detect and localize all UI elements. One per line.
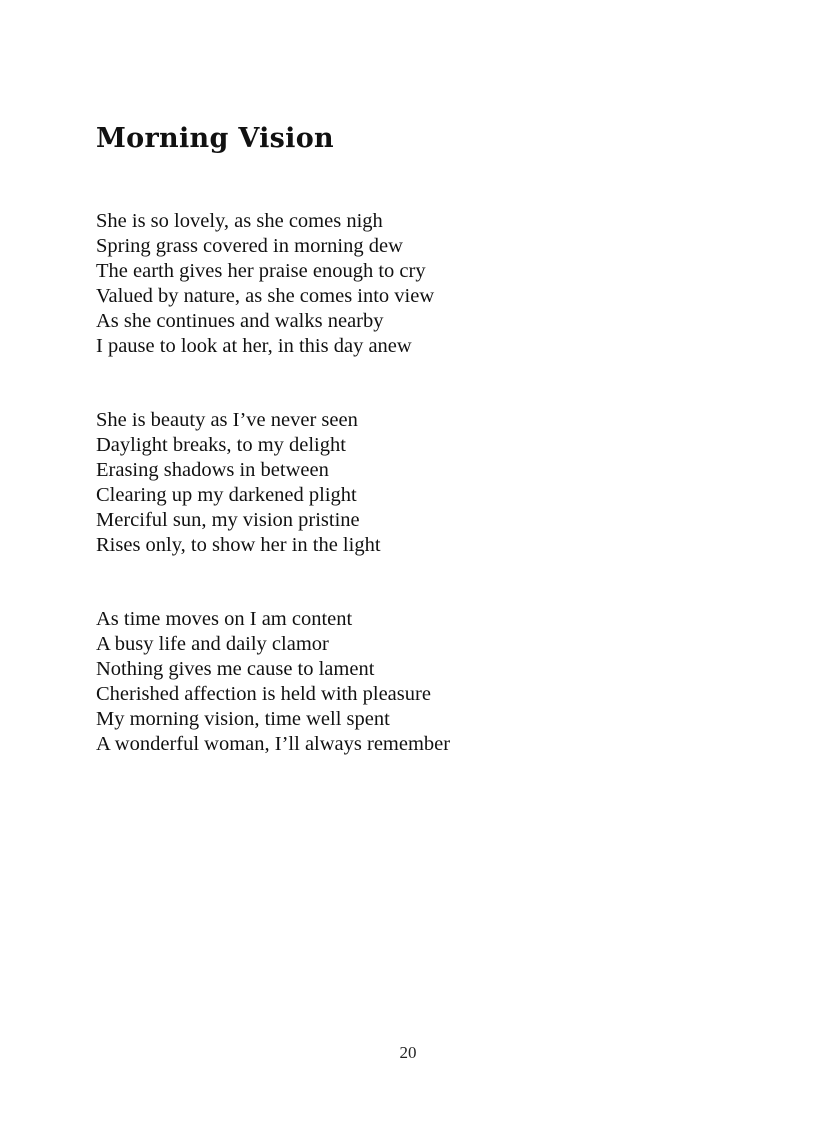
poem-line: As she continues and walks nearby	[96, 310, 384, 332]
stanza-3	[96, 607, 450, 757]
poem-line: She is beauty as I’ve never seen	[96, 409, 358, 431]
page-number: 20	[399, 1043, 417, 1062]
poem-line: The earth gives her praise enough to cry	[96, 260, 426, 282]
poem-line: Cherished affection is held with pleasure	[96, 683, 431, 705]
poem-line: Merciful sun, my vision pristine	[96, 509, 360, 531]
poem-line: Valued by nature, as she comes into view	[96, 285, 435, 307]
poem-line: I pause to look at her, in this day anew	[96, 335, 412, 357]
poem-line: A wonderful woman, I’ll always remember	[96, 733, 451, 755]
poem-line: A busy life and daily clamor	[96, 633, 329, 655]
poem-line: Clearing up my darkened plight	[96, 484, 357, 506]
poem-line: As time moves on I am content	[96, 608, 353, 630]
poem-line: Rises only, to show her in the light	[96, 534, 381, 556]
poem-line: Spring grass covered in morning dew	[96, 235, 403, 257]
stanza-2	[96, 408, 381, 558]
stanza-1	[96, 209, 434, 359]
poem-line: Erasing shadows in between	[96, 459, 329, 481]
poem-line: Nothing gives me cause to lament	[96, 658, 375, 680]
poem-line: Daylight breaks, to my delight	[96, 434, 346, 456]
poem-title: Morning Vision	[96, 123, 334, 154]
poem-line: She is so lovely, as she comes nigh	[96, 210, 383, 232]
poem-line: My morning vision, time well spent	[96, 708, 390, 730]
